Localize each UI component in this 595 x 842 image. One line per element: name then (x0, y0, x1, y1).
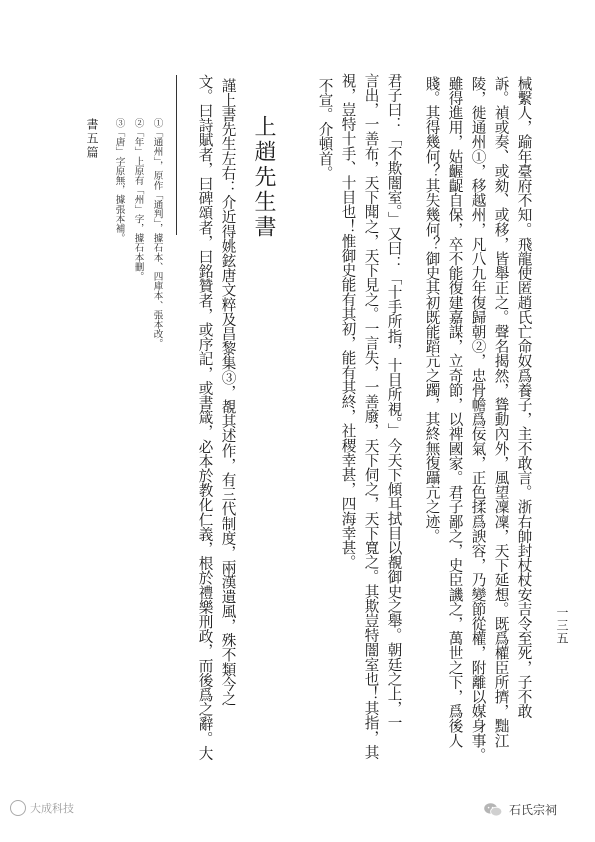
body-line-2: 訴。禎或奏、或劾、或移，皆舉正之。聲名揭然，聳動內外，風望凜凜，天下延想。既爲權臣所擠，黜江 (492, 76, 510, 748)
watermark-circle-icon (10, 800, 26, 816)
watermark-left-text: 大成科技 (30, 802, 74, 815)
body-line-6: 君子曰：「不欺闇室。」又曰：「十手所指，十目所視。」今天下傾耳拭目以覩御史之舉。朝廷之上，一 (385, 73, 403, 730)
body-line-8: 視，豈特十手、十目也！惟御史能有其初，能有其終，社稷幸甚，四海幸甚。 (339, 73, 357, 570)
footnote-3: ③「唐」字原無，據張本補。 (113, 118, 125, 243)
watermark-right-text: 石氏宗祠 (509, 803, 558, 817)
body-line-5: 賤。其得幾何？其失幾何？御史其初既能蹈亢之躅，其終無復躡亢之迹。 (423, 76, 441, 544)
body-line-4: 雖得進用，姑齷齪自保，卒不能復建嘉謀，立奇節，以禆國家。君子鄙之，史臣譏之，萬世之下，爲後人 (446, 76, 464, 748)
footnote-1: ①「通州」，原作「通判」，據石本、四庫本、張本改。 (151, 118, 163, 349)
page-number: 一三五 (555, 606, 569, 645)
wechat-icon (483, 802, 503, 818)
watermark-right (477, 798, 563, 821)
body-line-3: 陵，徙通州①，移越州，凡八九年復歸朝②，忠骨幨爲佞氣，正色揉爲諛容，乃變節從權，附離以媒身事。 (469, 76, 487, 763)
body-line-9: 不宣。介頓首。 (316, 78, 334, 181)
body-line-1: 械繫人，踰年臺府不知。飛龍使匿趙氏亡命奴爲養子，主不敢言。浙右帥封杖杖安吉令至死，子不敢 (515, 76, 533, 719)
letter-title: 上趙先生書 (251, 115, 276, 240)
watermark-left (10, 800, 74, 816)
letter-line-2: 文。曰詩賦者，曰碑頌者，曰銘贊者，或序記，或書箴，必本於教化仁義，根於禮樂刑政，而後爲之辭。大 (196, 74, 214, 761)
section-label: 書五篇 (85, 118, 99, 160)
letter-line-1: 謹上書先生左右：介近得姚鉉唐文粹及昌黎集③，覩其述作，有三代制度，兩漢遺風，殊不類今之 (219, 78, 237, 706)
footnote-rule (176, 75, 177, 235)
footnote-2: ②「年」上原有「州」字，據石本刪。 (132, 118, 144, 282)
body-line-7: 言出，一善布，天下聞之，天下見之。一言失，一善廢，天下伺之，天下寬之。其欺豈特闇室也！其指，其 (362, 73, 380, 760)
